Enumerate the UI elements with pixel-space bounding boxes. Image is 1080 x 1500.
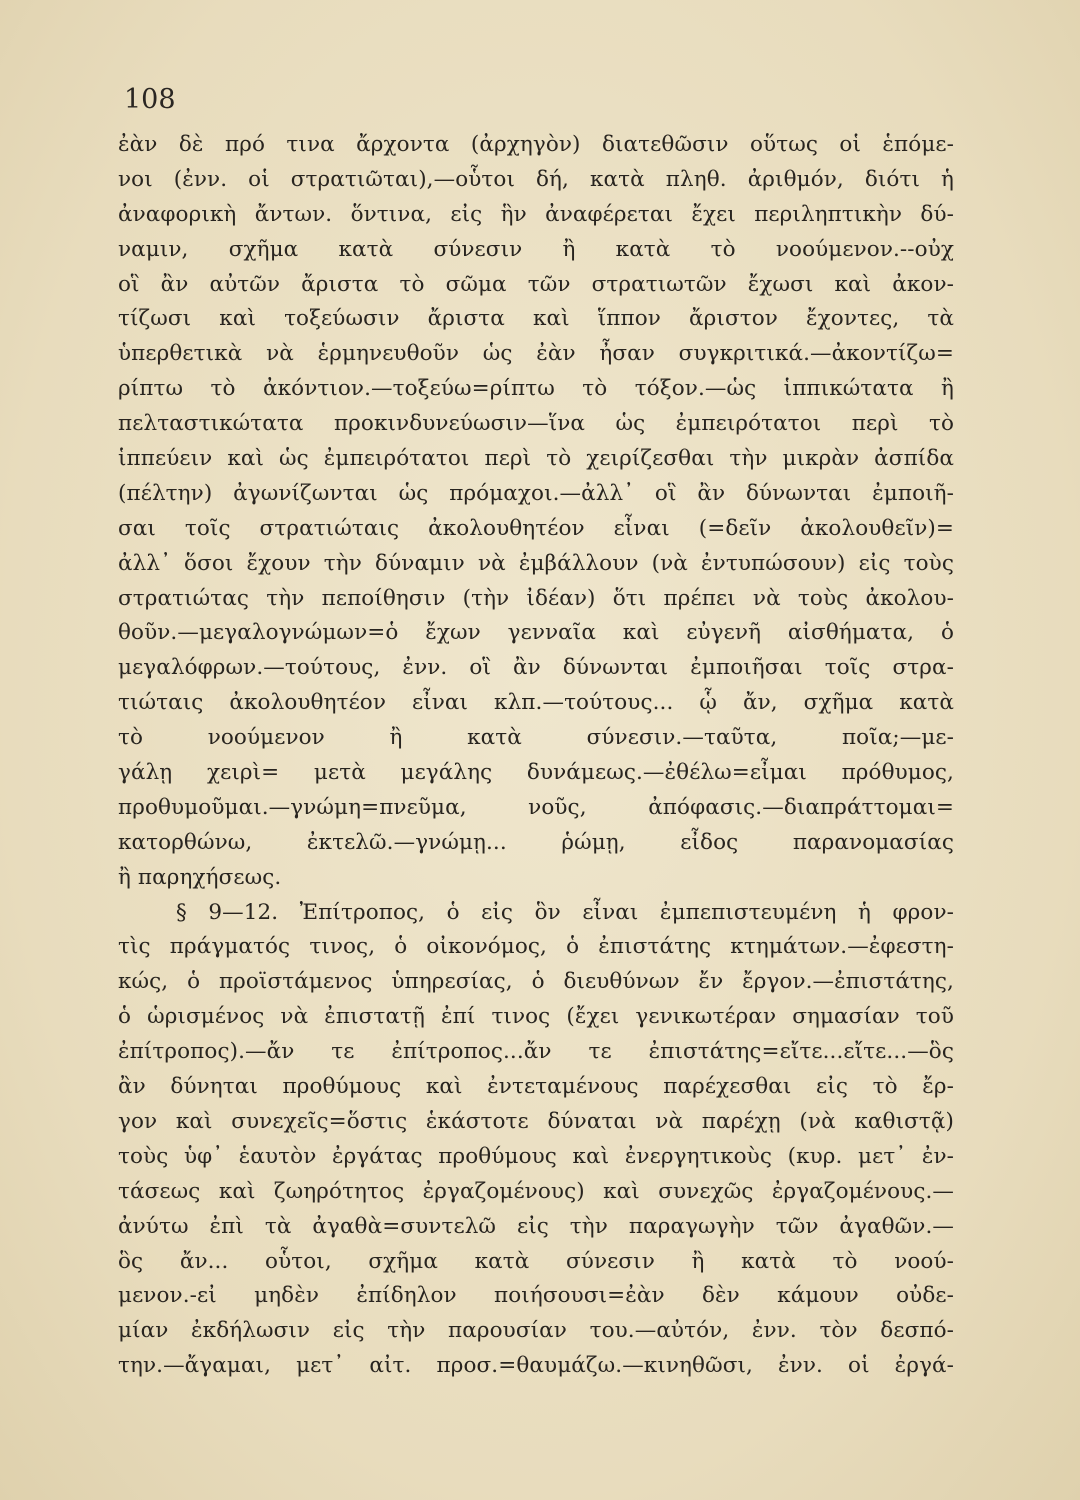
text-line: την.—ἄγαμαι, μετ᾽ αἰτ. προσ.=θαυμάζω.—κινηθῶσι, ἐνν. οἱ ἐργά- [118,1353,954,1379]
text-line: ἐὰν δὲ πρό τινα ἄρχοντα (ἀρχηγὸν) διατεθῶσιν οὕτως οἱ ἑπόμε- [118,132,954,157]
text-line: μενον.-εἰ μηδὲν ἐπίδηλον ποιήσουσι=ἐὰν δὲν κάμουν οὐδε- [118,1283,954,1309]
text-line: ἂν δύνηται προθύμους καὶ ἐντεταμένους παρέχεσθαι εἰς τὸ ἔρ- [118,1074,954,1100]
text-line: νοι (ἐνν. οἱ στρατιῶται),—οὗτοι δή, κατὰ πληθ. ἀριθμόν, διότι ἡ [118,166,954,192]
text-line: κώς, ὁ προϊστάμενος ὑπηρεσίας, ὁ διευθύνων ἔν ἔργον.—ἐπιστάτης, [118,969,954,995]
text-line: ὑπερθετικὰ νὰ ἑρμηνευθοῦν ὡς ἐὰν ἦσαν συγκριτικά.—ἀκοντίζω= [118,341,954,367]
text-line: ναμιν, σχῆμα κατὰ σύνεσιν ἢ κατὰ τὸ νοούμενον.--οὐχ [118,236,954,262]
page-body-text [118,128,954,1384]
text-line: πελταστικώτατα προκινδυνεύωσιν—ἵνα ὡς ἐμπειρότατοι περὶ τὸ [118,411,954,437]
text-line: μεγαλόφρων.—τούτους, ἐνν. οἳ ἂν δύνωνται ἐμποιῆσαι τοῖς στρα- [118,655,954,681]
text-line: ἐπίτροπος).—ἄν τε ἐπίτροπος...ἄν τε ἐπιστάτης=εἴτε...εἴτε...—ὃς [118,1039,954,1065]
text-line: (πέλτην) ἀγωνίζωνται ὡς πρόμαχοι.—ἀλλ᾽ οἳ ἂν δύνωνται ἐμποιῆ- [118,480,954,506]
text-line: ἀλλ᾽ ὅσοι ἔχουν τὴν δύναμιν νὰ ἐμβάλλουν (νὰ ἐντυπώσουν) εἰς τοὺς [118,550,954,576]
section-heading-line: § 9—12. Ἐπίτροπος, ὁ εἰς ὃν εἶναι ἐμπεπιστευμένη ἡ φρον- [176,899,954,925]
text-line: ὁ ὡρισμένος νὰ ἐπιστατῇ ἐπί τινος (ἔχει γενικωτέραν σημασίαν τοῦ [118,1004,954,1030]
text-line: θοῦν.—μεγαλογνώμων=ὁ ἔχων γενναῖα καὶ εὐγενῆ αἰσθήματα, ὁ [118,620,954,646]
text-line: ἱππεύειν καὶ ὡς ἐμπειρότατοι περὶ τὸ χειρίζεσθαι τὴν μικρὰν ἀσπίδα [118,446,954,472]
text-line: ὃς ἄν... οὗτοι, σχῆμα κατὰ σύνεσιν ἢ κατὰ τὸ νοού- [118,1248,954,1274]
text-line: τίζωσι καὶ τοξεύωσιν ἄριστα καὶ ἵππον ἄριστον ἔχοντες, τὰ [118,306,954,332]
text-line: τὶς πράγματός τινος, ὁ οἰκονόμος, ὁ ἐπιστάτης κτημάτων.—ἐφεστη- [118,934,954,960]
text-line: ρίπτω τὸ ἀκόντιον.—τοξεύω=ρίπτω τὸ τόξον.—ὡς ἱππικώτατα ἢ [118,376,954,402]
text-line: κατορθώνω, ἐκτελῶ.—γνώμῃ... ῥώμῃ, εἶδος παρανομασίας [118,829,954,855]
text-line: μίαν ἐκδήλωσιν εἰς τὴν παρουσίαν του.—αὐτόν, ἐνν. τὸν δεσπό- [118,1318,954,1344]
text-line: τάσεως καὶ ζωηρότητος ἐργαζομένους) καὶ συνεχῶς ἐργαζομένους.— [118,1178,954,1204]
text-line: στρατιώτας τὴν πεποίθησιν (τὴν ἰδέαν) ὅτι πρέπει νὰ τοὺς ἀκολου- [118,585,954,611]
text-line: οἳ ἂν αὐτῶν ἄριστα τὸ σῶμα τῶν στρατιωτῶν ἔχωσι καὶ ἀκον- [118,271,954,297]
text-line: γον καὶ συνεχεῖς=ὅστις ἑκάστοτε δύναται νὰ παρέχῃ (νὰ καθιστᾷ) [118,1108,954,1134]
text-line: σαι τοῖς στρατιώταις ἀκολουθητέον εἶναι (=δεῖν ἀκολουθεῖν)= [118,515,954,541]
text-line: τοὺς ὑφ᾽ ἑαυτὸν ἐργάτας προθύμους καὶ ἐνεργητικοὺς (κυρ. μετ᾽ ἐν- [118,1143,954,1169]
text-line: τιώταις ἀκολουθητέον εἶναι κλπ.—τούτους... ᾧ ἄν, σχῆμα κατὰ [118,690,954,716]
text-line: ἀναφορικὴ ἄντων. ὅντινα, εἰς ἣν ἀναφέρεται ἔχει περιληπτικὴν δύ- [118,201,954,227]
text-line: τὸ νοούμενον ἢ κατὰ σύνεσιν.—ταῦτα, ποῖα;—με- [118,725,954,751]
text-line: ἀνύτω ἐπὶ τὰ ἀγαθὰ=συντελῶ εἰς τὴν παραγωγὴν τῶν ἀγαθῶν.— [118,1213,954,1239]
paragraph-end-line: ἢ παρηχήσεως. [118,864,282,890]
text-line: γάλῃ χειρὶ= μετὰ μεγάλης δυνάμεως.—ἐθέλω=εἶμαι πρόθυμος, [118,760,954,786]
text-line: προθυμοῦμαι.—γνώμη=πνεῦμα, νοῦς, ἀπόφασις.—διαπράττομαι= [118,794,954,820]
page-number: 108 [124,84,176,115]
